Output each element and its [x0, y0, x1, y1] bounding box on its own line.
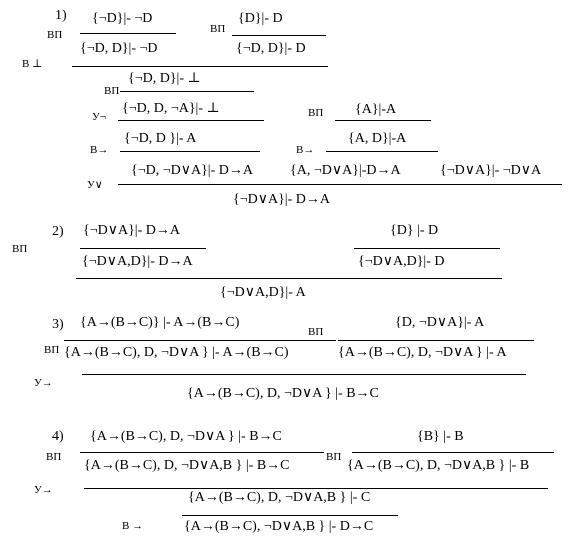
- block4-r-label: ВП: [326, 451, 342, 463]
- block1-bot-concl-bar: [120, 91, 254, 92]
- block4-mid: {A→(B→C), D, ¬D∨A,B } |- C: [188, 490, 371, 505]
- block1-bimp-concl1: {¬D, D }|- A: [124, 131, 197, 146]
- block2-r-bottom: {¬D∨A,D}|- D: [358, 254, 445, 269]
- block4-l-bottom: {A→(B→C), D, ¬D∨A,B } |- B→C: [84, 458, 290, 473]
- block2-l-bottom: {¬D∨A,D}|- D→A: [82, 254, 193, 269]
- block2-l-bar: [80, 248, 206, 249]
- block1-uor-label: У∨: [87, 179, 103, 191]
- block1-bot-label: В ⊥: [22, 58, 43, 70]
- block1-ua-top: {A}|-A: [355, 102, 397, 117]
- block1-l2-bar: [232, 35, 326, 36]
- block3-final-bar: [82, 374, 526, 375]
- block3-r-top: {D, ¬D∨A}|- A: [395, 315, 485, 330]
- block4-final-bar: [182, 515, 398, 516]
- block2-number: 2): [52, 224, 64, 239]
- block3-r-bottom: {A→(B→C), D, ¬D∨A } |- A: [338, 345, 507, 360]
- block1-l1-bar: [80, 33, 176, 34]
- block3-l-top: {A→(B→C)} |- A→(B→C): [80, 315, 240, 330]
- block1-bot-bar: [72, 66, 328, 67]
- block3-r-bar: [338, 340, 534, 341]
- block4-u-label: У→: [34, 484, 53, 496]
- block3-l-bottom: {A→(B→C), D, ¬D∨A } |- A→(B→C): [64, 345, 289, 360]
- block3-l-bar: [64, 340, 336, 341]
- block1-bot-concl: {¬D, D}|- ⊥: [128, 71, 201, 86]
- block2-l-top: {¬D∨A}|- D→A: [83, 223, 180, 238]
- block1-bimp-bar1: [120, 151, 260, 152]
- block4-r-top: {B} |- B: [417, 429, 464, 444]
- block1-bot-concl-label: ВП: [104, 85, 120, 97]
- block4-number: 4): [52, 429, 64, 444]
- block4-l-bar: [80, 452, 324, 453]
- block1-uneg-bar: [118, 120, 264, 121]
- block3-l-label: ВП: [44, 344, 60, 356]
- block1-bimp-label2: В→: [296, 144, 315, 156]
- block2-final-bar: [76, 278, 502, 279]
- block4-final: {A→(B→C), ¬D∨A,B } |- D→C: [184, 519, 374, 534]
- block3-final: {A→(B→C), D, ¬D∨A } |- B→C: [187, 386, 379, 401]
- block1-uor-mid: {A, ¬D∨A}|-D→A: [290, 163, 401, 178]
- block4-l-label: ВП: [46, 451, 62, 463]
- block1-bimp-bar2: [326, 151, 438, 152]
- block4-r-bar: [352, 452, 554, 453]
- block1-final: {¬D∨A}|- D→A: [233, 192, 330, 207]
- block3-r-label: ВП: [308, 326, 324, 338]
- block2-label: ВП: [12, 243, 28, 255]
- block4-b-label: В →: [122, 520, 144, 532]
- block1-l1-label: ВП: [47, 29, 63, 41]
- block1-l1-bottom: {¬D, D}|- ¬D: [80, 41, 158, 56]
- block1-number: 1): [55, 8, 67, 23]
- block4-mid-bar: [84, 488, 548, 489]
- block3-number: 3): [52, 317, 64, 332]
- block2-r-bar: [354, 248, 500, 249]
- block1-l2-label: ВП: [210, 23, 226, 35]
- block1-uneg-label: У¬: [92, 111, 106, 123]
- block3-u-label: У→: [34, 377, 53, 389]
- block4-r-bottom: {A→(B→C), D, ¬D∨A,B } |- B: [347, 458, 530, 473]
- block1-l2-bottom: {¬D, D}|- D: [236, 41, 306, 56]
- block2-final: {¬D∨A,D}|- A: [220, 285, 306, 300]
- block1-uor-right: {¬D∨A}|- ¬D∨A: [440, 163, 542, 178]
- block1-uor-left: {¬D, ¬D∨A}|- D→A: [131, 163, 253, 178]
- block1-ua-bottom: {A, D}|-A: [348, 131, 407, 146]
- block1-uneg-concl: {¬D, D, ¬A}|- ⊥: [122, 101, 220, 116]
- block2-r-top: {D} |- D: [390, 223, 439, 238]
- block4-l-top: {A→(B→C), D, ¬D∨A } |- B→C: [90, 429, 282, 444]
- block1-bimp-label1: В→: [90, 144, 109, 156]
- block1-l2-top: {D}|- D: [238, 11, 283, 26]
- block1-uor-bar: [118, 184, 562, 185]
- block1-l1-top: {¬D}|- ¬D: [92, 11, 153, 26]
- block1-ua-label: ВП: [308, 107, 324, 119]
- block1-ua-bar: [335, 120, 431, 121]
